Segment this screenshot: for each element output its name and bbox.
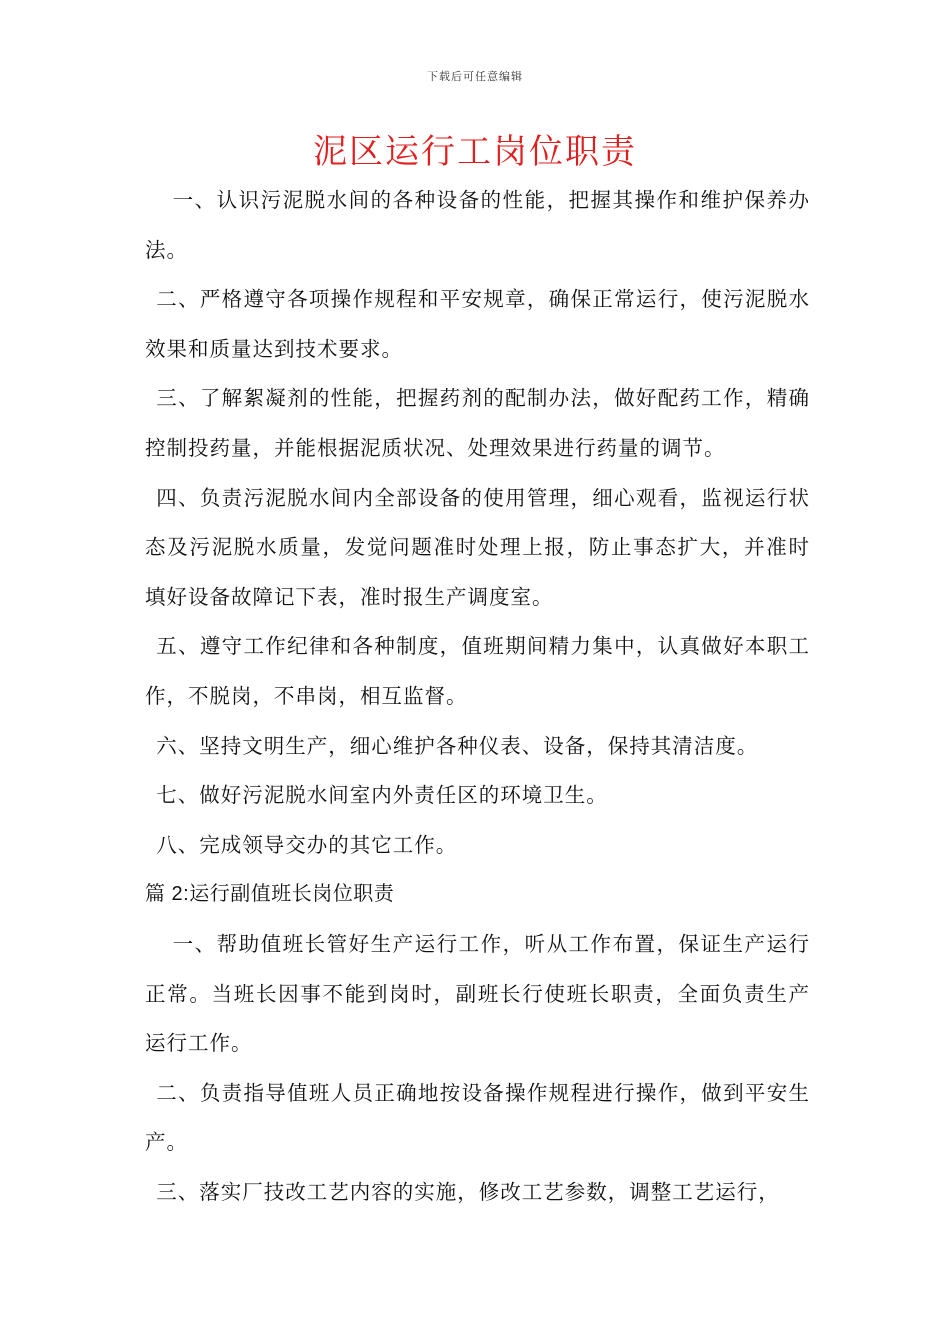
- section2-paragraph-1: 一、帮助值班长管好生产运行工作，听从工作布置，保证生产运行正常。当班长因事不能到岗时，副班长行使班长职责，全面负责生产运行工作。: [145, 931, 810, 1056]
- paragraph-6: 六、坚持文明生产，细心维护各种仪表、设备，保持其清洁度。: [156, 733, 759, 758]
- document-body: [145, 176, 810, 1217]
- paragraph-2: 二、严格遵守各项操作规程和平安规章，确保正常运行，使污泥脱水效果和质量达到技术要求。: [145, 287, 810, 361]
- section-heading: 篇 2:运行副值班长岗位职责: [145, 883, 395, 906]
- section2-paragraph-3: 三、落实厂技改工艺内容的实施，修改工艺参数，调整工艺运行，: [156, 1179, 780, 1204]
- header-note: 下载后可任意编辑: [427, 70, 523, 83]
- paragraph-7: 七、做好污泥脱水间室内外责任区的环境卫生。: [156, 783, 608, 808]
- document-title: 泥区运行工岗位职责: [313, 132, 637, 172]
- paragraph-3: 三、了解絮凝剂的性能，把握药剂的配制办法，做好配药工作，精确控制投药量，并能根据泥质状况、处理效果进行药量的调节。: [145, 386, 810, 460]
- section2-paragraph-2: 二、负责指导值班人员正确地按设备操作规程进行操作，做到平安生产。: [145, 1080, 810, 1155]
- paragraph-1: 一、认识污泥脱水间的各种设备的性能，把握其操作和维护保养办法。: [145, 188, 810, 262]
- paragraph-8: 八、完成领导交办的其它工作。: [156, 832, 458, 857]
- paragraph-5: 五、遵守工作纪律和各种制度，值班期间精力集中，认真做好本职工作，不脱岗，不串岗，相互监督。: [145, 634, 810, 708]
- paragraph-4: 四、负责污泥脱水间内全部设备的使用管理，细心观看，监视运行状态及污泥脱水质量，发觉问题准时处理上报，防止事态扩大，并准时填好设备故障记下表，准时报生产调度室。: [145, 485, 810, 609]
